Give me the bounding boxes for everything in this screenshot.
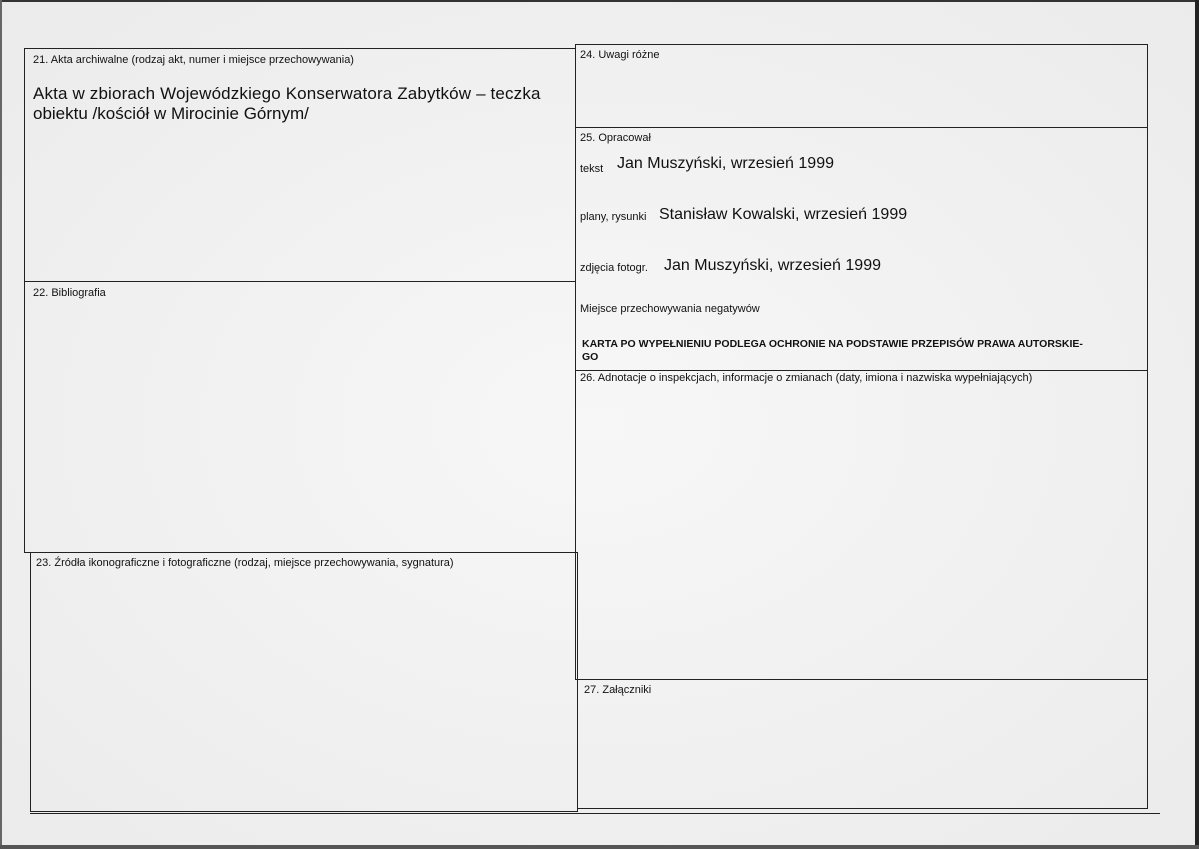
section-23-box bbox=[30, 552, 578, 812]
zdjecia-value: Jan Muszyński, wrzesień 1999 bbox=[664, 257, 881, 274]
section-26-box bbox=[575, 370, 1148, 680]
tekst-label: tekst bbox=[580, 163, 604, 175]
copyright-notice-line2: GO bbox=[582, 351, 599, 363]
negatywy-label: Miejsce przechowywania negatywów bbox=[580, 303, 760, 315]
section-27-box bbox=[577, 679, 1148, 809]
scan-edge-left bbox=[0, 0, 2, 849]
section-21-value-line2: obiektu /kościół w Mirocinie Górnym/ bbox=[33, 104, 309, 123]
section-24-label: 24. Uwagi różne bbox=[580, 49, 660, 61]
zdjecia-label: zdjęcia fotogr. bbox=[580, 262, 648, 274]
section-27-label: 27. Załączniki bbox=[584, 684, 652, 696]
outer-bottom-line bbox=[30, 813, 1160, 814]
section-21-value-line1: Akta w zbiorach Wojewódzkiego Konserwatora Zabytków – teczka bbox=[33, 84, 541, 103]
scan-edge-top bbox=[0, 0, 1199, 2]
plany-label: plany, rysunki bbox=[580, 211, 647, 223]
section-25-label: 25. Opracował bbox=[580, 132, 651, 144]
scan-edge-right bbox=[1195, 0, 1199, 849]
section-22-box bbox=[24, 281, 576, 553]
tekst-value: Jan Muszyński, wrzesień 1999 bbox=[617, 155, 834, 172]
section-21-label: 21. Akta archiwalne (rodzaj akt, numer i miejsce przechowywania) bbox=[33, 54, 354, 66]
section-24-box bbox=[575, 44, 1148, 128]
section-26-label: 26. Adnotacje o inspekcjach, informacje o zmianach (daty, imiona i nazwiska wypełniających) bbox=[580, 372, 1033, 384]
section-22-label: 22. Bibliografia bbox=[33, 287, 106, 299]
plany-value: Stanisław Kowalski, wrzesień 1999 bbox=[659, 206, 908, 223]
copyright-notice-line1: KARTA PO WYPEŁNIENIU PODLEGA OCHRONIE NA PODSTAWIE PRZEPISÓW PRAWA AUTORSKIE- bbox=[582, 338, 1083, 350]
outer-left-line bbox=[24, 48, 25, 553]
section-23-label: 23. Źródła ikonograficzne i fotograficzne (rodzaj, miejsce przechowywania, sygnatura) bbox=[36, 557, 454, 569]
scan-edge-bottom bbox=[0, 845, 1199, 849]
